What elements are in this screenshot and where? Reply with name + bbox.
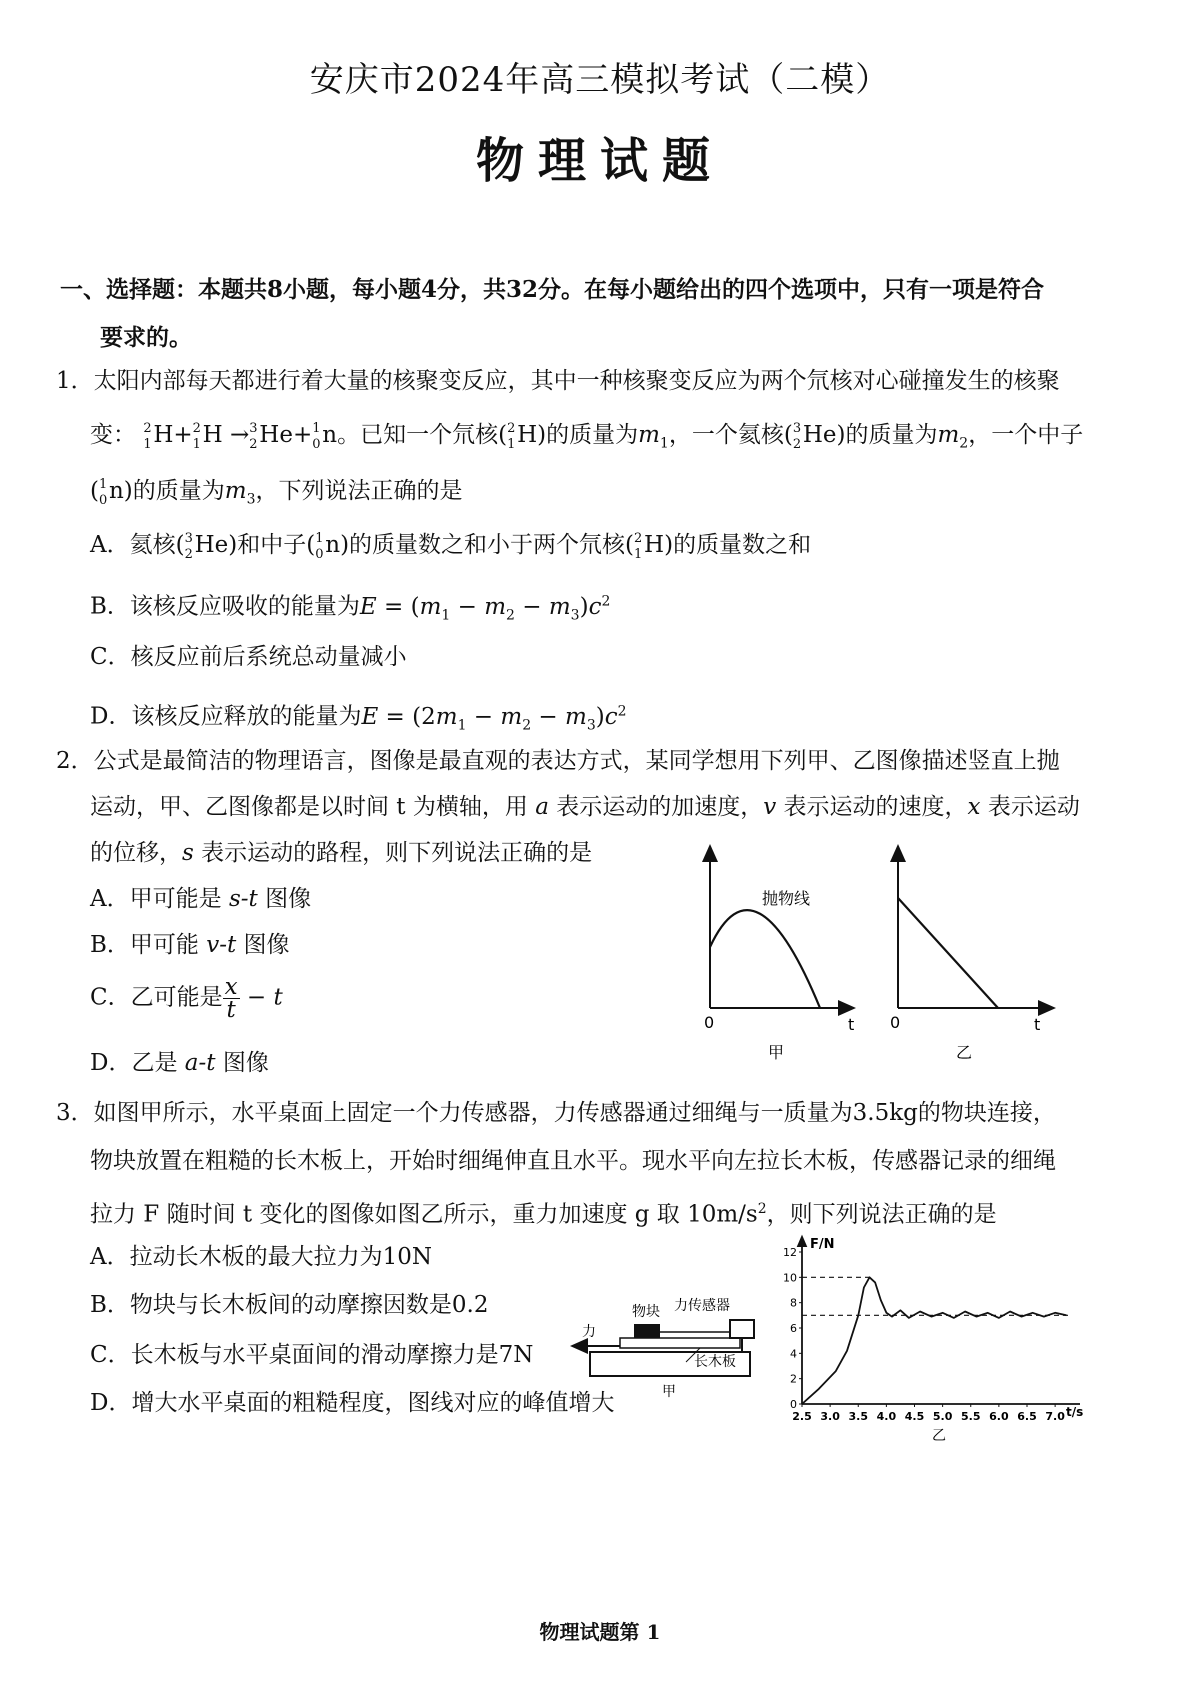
chart-caption: 乙 [932, 1428, 946, 1444]
q2-line-1: 2．公式是最简洁的物理语言，图像是最直观的表达方式，某同学想用下列甲、乙图像描述竖直上抛 [56, 748, 1060, 774]
q1-line-2f: ，一个中子 [968, 422, 1084, 448]
chart-x-tick-label: 3.0 [820, 1410, 840, 1423]
graph-jia-curve-label: 抛物线 [762, 889, 811, 908]
section-line-1: 一、选择题：本题共8小题，每小题4分，共32分。在每小题给出的四个选项中，只有一项是符合 [60, 276, 1045, 303]
q2-option-d: D．乙是 a-t 图像 [90, 1050, 269, 1076]
chart-x-tick-label: 3.5 [848, 1410, 868, 1423]
q3-line-2: 物块放置在粗糙的长木板上，开始时细绳伸直且水平。现水平向左拉长木板，传感器记录的细绳 [90, 1148, 1056, 1174]
q1-line-3a: 的质量为 [132, 478, 225, 504]
q1-option-d: D．该核反应释放的能量为$E = (2m_1 - m_2 - m_3)c^2$ [90, 703, 627, 734]
q1-option-a: A．氦核( 3 2 He)和中子( 1 0 n)的质量数之和小于两个氘核( 2 1 H)的质量数之和 [90, 531, 812, 562]
graph-yi [890, 852, 1048, 1062]
q3-option-b: B．物块与长木板间的动摩擦因数是0.2 [90, 1292, 489, 1318]
apparatus-force-label: 力 [582, 1324, 596, 1340]
q1-line-3: ( 1 0 n)的质量为$m_3$，下列说法正确的是 [90, 477, 463, 508]
graph-jia [704, 852, 854, 1062]
apparatus-sensor-label: 力传感器 [674, 1298, 730, 1314]
chart-x-tick-label: 5.5 [961, 1410, 981, 1423]
graph-yi-t-label: t [1034, 1015, 1041, 1034]
q1-option-b-formula: $E = (m_1 - m_2 - m_3)c^2$ [359, 593, 611, 624]
graph-yi-origin: 0 [890, 1013, 901, 1032]
q2-option-b: B．甲可能 v-t 图像 [90, 932, 290, 958]
q3-line-3: 拉力 F 随时间 t 变化的图像如图乙所示，重力加速度 g 取 $10m/s^2$，则下列说法正确的是 [90, 1201, 997, 1228]
q1-line-3b: ，下列说法正确的是 [255, 478, 463, 504]
q2-line-2: 运动，甲、乙图像都是以时间 t 为横轴，用 a 表示运动的加速度，v 表示运动的速度，x 表示运动 [90, 794, 1080, 820]
q1-line-2c: 的质量为 [546, 422, 639, 448]
apparatus-caption: 甲 [662, 1384, 676, 1400]
q1-option-c: C．核反应前后系统总动量减小 [90, 644, 407, 670]
q1-line-2a: 变： [90, 422, 136, 448]
chart-x-tick-label: 6.5 [1017, 1410, 1037, 1423]
chart-x-tick-label: 2.5 [792, 1410, 812, 1423]
chart-y-tick-label: 6 [790, 1322, 797, 1335]
page-footer: 物理试题第 1 [539, 1620, 661, 1644]
q1-m3: m [224, 478, 247, 504]
chart-force-curve [802, 1277, 1066, 1404]
section-line-2: 要求的。 [100, 324, 192, 351]
graph-yi-caption: 乙 [956, 1043, 973, 1062]
chart-y-tick-label: 8 [790, 1296, 797, 1310]
q2-option-a: A．甲可能是 s-t 图像 [90, 886, 312, 912]
graph-jia-caption: 甲 [768, 1043, 785, 1062]
graph-jia-origin: 0 [704, 1013, 715, 1032]
chart-ylabel: F/N [810, 1237, 835, 1252]
q1-line-2e: 的质量为 [845, 422, 938, 448]
chart-xlabel: t/s [1066, 1405, 1084, 1419]
q3-option-c: C．长木板与水平桌面间的滑动摩擦力是7N [90, 1342, 534, 1368]
chart-x-tick-label: 4.0 [876, 1410, 897, 1423]
chart-y-tick-label: 4 [790, 1347, 797, 1361]
apparatus-sensor [730, 1320, 754, 1338]
q3-force-chart [780, 1232, 1100, 1452]
q3-option-a: A．拉动长木板的最大拉力为10N [90, 1244, 433, 1270]
q3-apparatus [570, 1290, 770, 1400]
apparatus-block-label: 物块 [632, 1304, 660, 1320]
q2-option-c: C．乙可能是 $\frac{x}{t}$ − t [90, 974, 283, 1023]
q1-deuteron-symbol: ( 2 1 H) [498, 421, 547, 452]
q1-neutron-symbol: ( 1 0 n) [90, 477, 133, 508]
apparatus-board-label: 长木板 [694, 1354, 736, 1370]
q3-line-1: 3．如图甲所示，水平桌面上固定一个力传感器，力传感器通过细绳与一质量为3.5kg的物块连接， [56, 1100, 1056, 1126]
q2-line-3: 的位移，s 表示运动的路程，则下列说法正确的是 [90, 840, 593, 866]
q1-fusion-equation: 2 1 H+ 2 1 H → 3 2 He+ 1 0 n [143, 421, 338, 452]
chart-x-tick-label: 6.0 [989, 1410, 1009, 1423]
chart-x-tick-label: 5.0 [932, 1410, 953, 1423]
q1-m1: m [638, 422, 660, 448]
chart-y-tick-label: 2 [790, 1372, 797, 1386]
q1-option-d-formula: $E = (2m_1 - m_2 - m_3)c^2$ [361, 703, 627, 734]
graph-jia-parabola [710, 910, 820, 1008]
q3-option-d: D．增大水平桌面的粗糙程度，图线对应的峰值增大 [90, 1390, 615, 1416]
chart-y-tick-label: 10 [783, 1271, 797, 1285]
q1-line-2b: 。已知一个氘核 [337, 422, 499, 448]
section-header [60, 266, 1160, 362]
graph-yi-line [898, 898, 998, 1008]
chart-y-tick-label: 12 [783, 1246, 797, 1259]
q1-helium-symbol: ( 3 2 He) [783, 421, 846, 452]
chart-x-tick-label: 4.5 [904, 1410, 925, 1423]
apparatus-board [620, 1338, 740, 1348]
q2-graphs [690, 840, 1070, 1080]
q1-option-b: B．该核反应吸收的能量为$E = (m_1 - m_2 - m_3)c^2$ [90, 593, 611, 624]
apparatus-block [634, 1324, 660, 1338]
q1-m2: m [937, 422, 960, 448]
q1-line-2d: ，一个氦核 [668, 422, 784, 448]
q1-line-2: 变： 2 1 H+ 2 1 H → 3 2 He+ 1 0 n。已知一个氘核( 2 1 H)的质量为$m_1$，一个氦核( 3 2 He)的质量为$m_2$，一个中子 [90, 421, 1084, 452]
exam-title: 安庆市2024年高三模拟考试（二模） [309, 60, 891, 100]
chart-x-tick-label: 7.0 [1045, 1410, 1065, 1423]
q1-line-1: 1．太阳内部每天都进行着大量的核聚变反应，其中一种核聚变反应为两个氘核对心碰撞发生的核聚 [56, 368, 1060, 394]
chart-y-tick-label: 0 [790, 1398, 797, 1411]
graph-jia-t-label: t [848, 1015, 855, 1034]
subject-title: 物理试题 [475, 133, 724, 189]
